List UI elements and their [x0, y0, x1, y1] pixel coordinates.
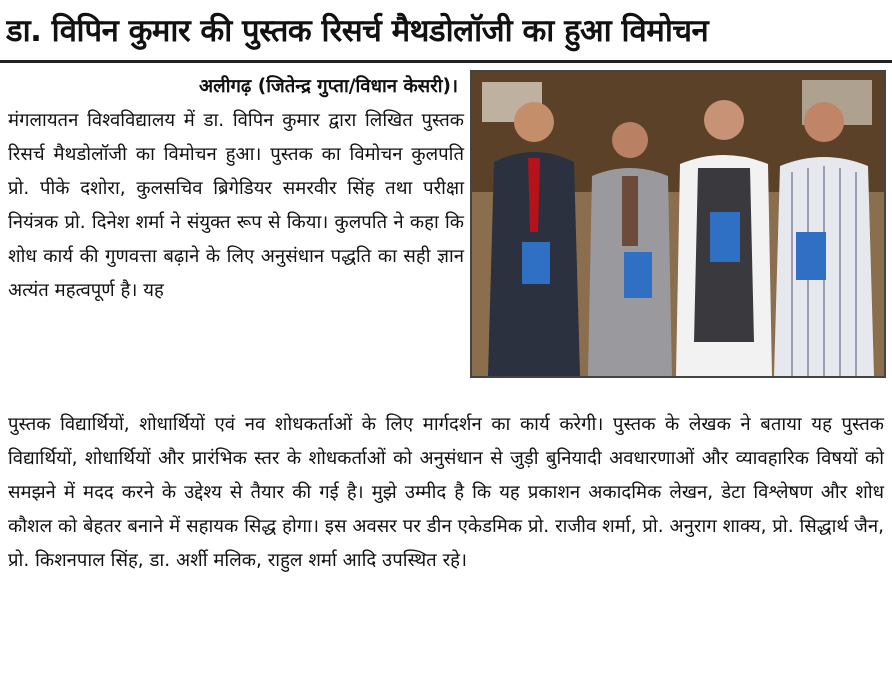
headline: डा. विपिन कुमार की पुस्तक रिसर्च मैथडोलॉजी का हुआ विमोचन [6, 13, 709, 49]
photo-book-1 [522, 242, 550, 284]
photo-book-2 [624, 252, 652, 298]
photo-illustration [472, 72, 884, 376]
article-paragraph-left: मंगलायतन विश्वविद्यालय में डा. विपिन कुमार द्वारा लिखित पुस्तक रिसर्च मैथडोलॉजी का विमोचन हुआ। पुस्तक का विमोचन कुलपति प्रो. पीके दशोरा, कुलसचिव ब्रिगेडियर समरवीर सिंह तथा परीक्षा नियंत्रक प्रो. दिनेश शर्मा ने संयुक्त रूप से किया। कुलपति ने कहा कि शोध कार्य की गुणवत्ता बढ़ाने के लिए अनुसंधान पद्धति का सही ज्ञान अत्यंत महत्वपूर्ण है। यह [8, 110, 464, 301]
photo-book-4 [796, 232, 826, 280]
article-left-column [8, 70, 464, 308]
dateline: अलीगढ़ (जितेन्द्र गुप्ता/विधान केसरी)। [199, 76, 458, 97]
news-photo [470, 70, 886, 378]
photo-book-3 [710, 212, 740, 262]
headline-rule [0, 60, 892, 63]
article-paragraph-full: पुस्तक विद्यार्थियों, शोधार्थियों एवं नव शोधकर्ताओं के लिए मार्गदर्शन का कार्य करेगी। पुस्तक के लेखक ने बताया यह पुस्तक विद्यार्थियों, शोधार्थियों और प्रारंभिक स्तर के शोधकर्ताओं को अनुसंधान से जुड़ी बुनियादी अवधारणाओं और व्यावहारिक विषयों को समझने में मदद करने के उद्देश्य से तैयार की गई है। मुझे उम्मीद है कि यह प्रकाशन अकादमिक लेखन, डेटा विश्लेषण और शोध कौशल को बेहतर बनाने में सहायक सिद्ध होगा। इस अवसर पर डीन एकेडमिक प्रो. राजीव शर्मा, प्रो. अनुराग शाक्य, प्रो. सिद्धार्थ जैन, प्रो. किशनपाल सिंह, डा. अर्शी मलिक, राहुल शर्मा आदि उपस्थित रहे। [8, 414, 884, 571]
